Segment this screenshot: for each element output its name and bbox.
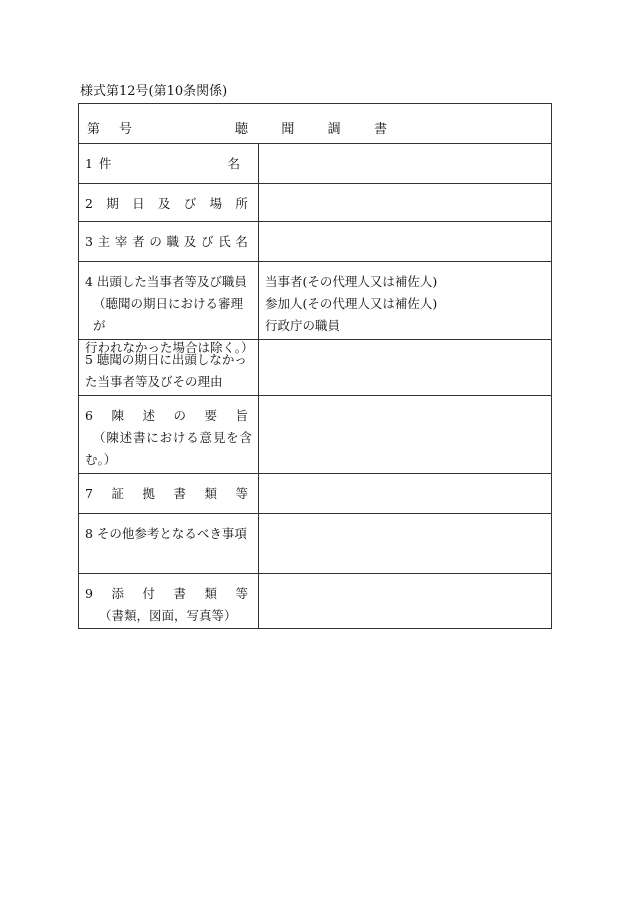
row-attendees (79, 262, 551, 355)
title-char: 書 (373, 122, 387, 137)
label-line: 8 その他参考となるべき事項 (85, 526, 247, 541)
label-char: 及 (157, 196, 171, 211)
label-char: 6 (85, 408, 93, 423)
hearing-record-form (78, 103, 552, 629)
label-char: 要 (204, 408, 217, 423)
label-char: 陳 (111, 408, 124, 423)
attendee-participant: 参加人(その代理人又は補佐人) (265, 296, 438, 311)
label-char: 日 (132, 196, 145, 211)
label-line: 4 出頭した当事者等及び職員 (85, 274, 247, 289)
label-char: 添 (111, 586, 124, 601)
label-char: 拠 (142, 486, 155, 501)
row-label (79, 340, 259, 395)
label-char: び (183, 196, 197, 211)
row-attachments (79, 574, 551, 628)
label-char: 等 (235, 486, 248, 501)
number-suffix: 号 (119, 122, 133, 137)
title-char: 聞 (281, 122, 295, 137)
label-char: 場 (209, 196, 223, 211)
label-char: 2 (85, 196, 93, 211)
title-char: 調 (327, 122, 341, 137)
label-char: の (173, 408, 186, 423)
row-date-place (79, 184, 551, 222)
label-char: 期 (106, 196, 119, 211)
row-case-name (79, 144, 551, 184)
label-char: 述 (142, 408, 155, 423)
attendee-party: 当事者(その代理人又は補佐人) (265, 274, 438, 289)
label-char: 類 (204, 486, 217, 501)
row-presiding-officer (79, 222, 551, 262)
label-char: び (200, 234, 214, 249)
label-char: 9 (85, 586, 93, 601)
label-char: 証 (111, 486, 124, 501)
label-char: 宰 (114, 234, 128, 249)
label-line: た当事者等及びその理由 (85, 374, 223, 389)
row-other-reference (79, 514, 551, 574)
label-char: 所 (235, 196, 248, 211)
label-line: 5 聴聞の期日に出頭しなかっ (85, 352, 247, 367)
title-char: 聴 (235, 122, 249, 137)
row-label (79, 222, 259, 261)
label-char: 3 (85, 234, 93, 249)
label-char: の (149, 234, 162, 249)
label-char: 旨 (235, 408, 248, 423)
label-char: 件 (98, 156, 112, 171)
row-absentees (79, 340, 551, 396)
label-char: 7 (85, 486, 93, 501)
label-char: 書 (173, 486, 186, 501)
label-char: 等 (235, 586, 248, 601)
label-line: 行われなかった場合は除く。） (85, 340, 254, 355)
form-caption: 様式第12号(第10条関係) (80, 84, 228, 99)
label-char: 付 (142, 586, 155, 601)
row-label (79, 184, 259, 221)
label-line: （聴聞の期日における審理が (93, 296, 244, 333)
label-line: （陳述書における意見を含 (93, 430, 252, 445)
label-line: む。） (85, 452, 117, 467)
row-evidence (79, 474, 551, 514)
label-char: 職 (166, 234, 180, 249)
label-line: （書類，図面，写真等） (99, 608, 237, 623)
label-char: 及 (183, 234, 197, 249)
row-label (79, 474, 259, 513)
form-header (79, 104, 551, 144)
number-prefix: 第 (87, 122, 101, 137)
label-char: 書 (173, 586, 186, 601)
label-char: 名 (235, 234, 248, 249)
form-title (235, 118, 387, 137)
row-label (79, 144, 259, 183)
label-char: 主 (97, 234, 111, 249)
attendee-agency-staff: 行政庁の職員 (265, 318, 341, 333)
row-label (79, 514, 259, 573)
row-value[interactable] (265, 271, 437, 337)
label-char: 者 (132, 234, 145, 249)
row-statement-summary (79, 396, 551, 474)
label-char: 氏 (218, 234, 231, 249)
row-label (79, 396, 259, 473)
row-label (79, 262, 259, 355)
label-char: 名 (227, 156, 240, 171)
label-char: 1 (85, 156, 93, 171)
row-label (79, 574, 259, 628)
label-char: 類 (204, 586, 217, 601)
